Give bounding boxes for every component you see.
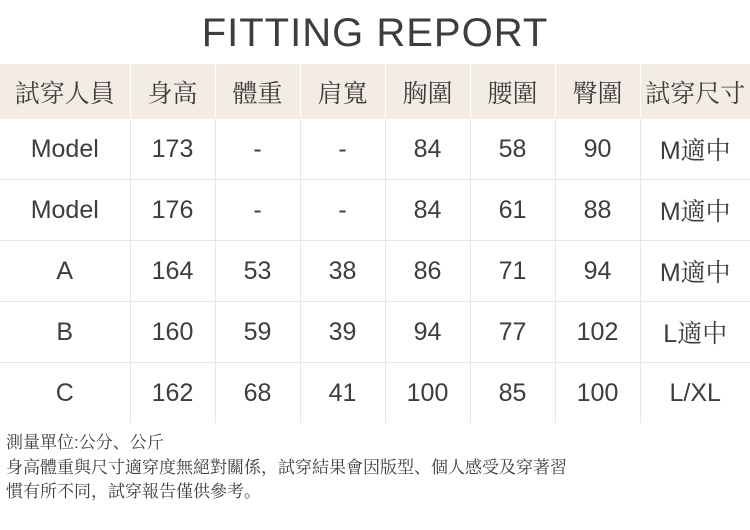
- cell-weight: -: [215, 119, 300, 180]
- column-header-waist: 腰圍: [470, 64, 555, 119]
- column-header-hip: 臀圍: [555, 64, 640, 119]
- cell-waist: 85: [470, 363, 555, 424]
- column-header-weight: 體重: [215, 64, 300, 119]
- table-header-row: [0, 64, 750, 119]
- table-row: [0, 241, 750, 302]
- cell-person: A: [0, 241, 130, 302]
- cell-waist: 77: [470, 302, 555, 363]
- column-header-person: 試穿人員: [0, 64, 130, 119]
- cell-hip: 102: [555, 302, 640, 363]
- cell-weight: 59: [215, 302, 300, 363]
- cell-hip: 90: [555, 119, 640, 180]
- footnote-disclaimer-line2: 慣有所不同，試穿報告僅供參考。: [6, 482, 261, 502]
- cell-person: B: [0, 302, 130, 363]
- cell-shoulder: 38: [300, 241, 385, 302]
- cell-hip: 94: [555, 241, 640, 302]
- cell-size: L適中: [640, 302, 750, 363]
- cell-waist: 58: [470, 119, 555, 180]
- table-row: [0, 363, 750, 424]
- cell-size: M適中: [640, 119, 750, 180]
- cell-weight: -: [215, 180, 300, 241]
- cell-size: M適中: [640, 241, 750, 302]
- table-body: [0, 119, 750, 423]
- table-row: [0, 180, 750, 241]
- table-row: [0, 302, 750, 363]
- cell-hip: 100: [555, 363, 640, 424]
- cell-waist: 61: [470, 180, 555, 241]
- cell-bust: 84: [385, 180, 470, 241]
- cell-shoulder: -: [300, 119, 385, 180]
- table-header: [0, 64, 750, 119]
- cell-bust: 100: [385, 363, 470, 424]
- cell-person: Model: [0, 119, 130, 180]
- cell-size: L/XL: [640, 363, 750, 424]
- column-header-bust: 胸圍: [385, 64, 470, 119]
- cell-shoulder: -: [300, 180, 385, 241]
- column-header-height: 身高: [130, 64, 215, 119]
- column-header-size: 試穿尺寸: [640, 64, 750, 119]
- cell-person: C: [0, 363, 130, 424]
- table-row: [0, 119, 750, 180]
- fitting-report-table: [0, 64, 750, 423]
- cell-person: Model: [0, 180, 130, 241]
- page-title: FITTING REPORT: [201, 11, 549, 55]
- footnotes: [0, 423, 750, 505]
- cell-hip: 88: [555, 180, 640, 241]
- cell-size: M適中: [640, 180, 750, 241]
- cell-height: 160: [130, 302, 215, 363]
- cell-shoulder: 41: [300, 363, 385, 424]
- cell-weight: 53: [215, 241, 300, 302]
- cell-height: 164: [130, 241, 215, 302]
- cell-shoulder: 39: [300, 302, 385, 363]
- footnote-units: 測量單位:公分、公斤: [6, 433, 164, 452]
- cell-height: 176: [130, 180, 215, 241]
- cell-height: 173: [130, 119, 215, 180]
- footnote-disclaimer-line1: 身高體重與尺寸適穿度無絕對關係，試穿結果會因版型、個人感受及穿著習: [6, 457, 567, 477]
- cell-height: 162: [130, 363, 215, 424]
- cell-bust: 94: [385, 302, 470, 363]
- cell-bust: 84: [385, 119, 470, 180]
- cell-waist: 71: [470, 241, 555, 302]
- cell-bust: 86: [385, 241, 470, 302]
- column-header-shoulder: 肩寬: [300, 64, 385, 119]
- cell-weight: 68: [215, 363, 300, 424]
